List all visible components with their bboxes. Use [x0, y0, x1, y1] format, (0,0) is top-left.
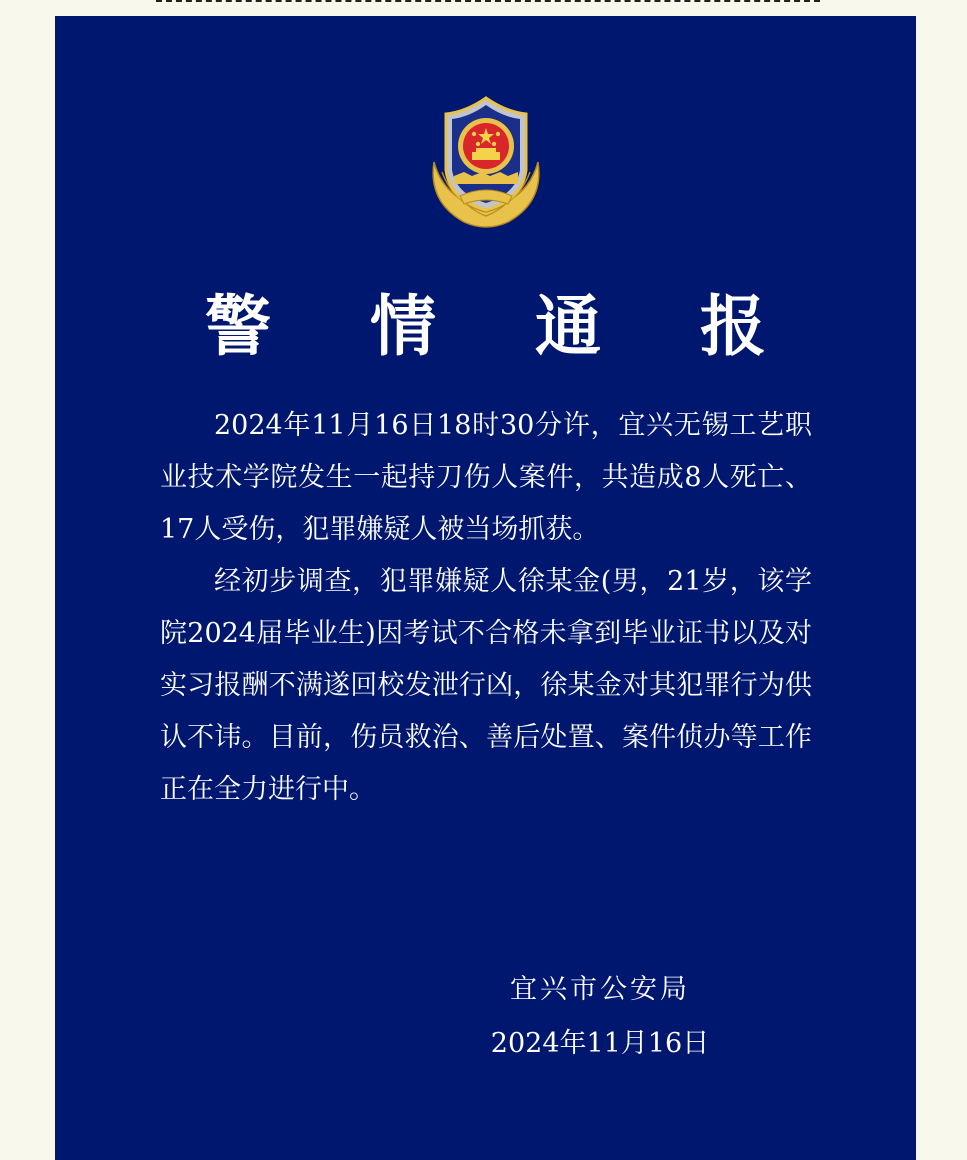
issuing-organization: 宜兴市公安局	[510, 974, 690, 1005]
police-badge-graphic	[424, 92, 548, 232]
notice-paragraph-investigation: 经初步调查，犯罪嫌疑人徐某金(男，21岁，该学院2024届毕业生)因考试不合格未拿到毕业证书以及对实习报酬不满遂回校发泄行凶，徐某金对其犯罪行为供认不讳。目前，伤员救治、善后处置、案件侦办等工作正在全力进行中。	[160, 566, 812, 805]
notice-title: 警 情 通 报	[205, 288, 804, 365]
police-badge-icon	[424, 92, 548, 232]
issue-date: 2024年11月16日	[490, 1028, 710, 1059]
notice-paragraph-incident: 2024年11月16日18时30分许，宜兴无锡工艺职业技术学院发生一起持刀伤人案件，共造成8人死亡、17人受伤，犯罪嫌疑人被当场抓获。	[160, 410, 812, 545]
top-dashed-divider	[156, 0, 820, 4]
